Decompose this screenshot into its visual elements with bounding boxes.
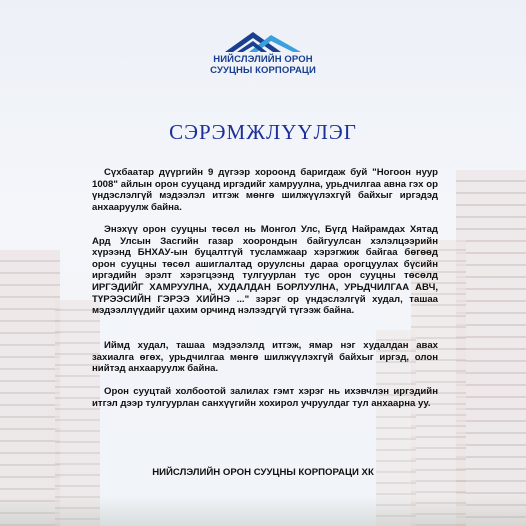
notice-title: СЭРЭМЖЛҮҮЛЭГ	[169, 120, 357, 144]
signature: НИЙСЛЭЛИЙН ОРОН СУУЦНЫ КОРПОРАЦИ ХК	[152, 467, 374, 478]
roof-icon	[223, 26, 303, 54]
corporation-logo	[209, 26, 317, 76]
notice-paragraph: Орон сууцтай холбоотой залилах гэмт хэрэг нь ихэвчлэн иргэдийн итгэл дээр тулгуурлан санхүүгийн хохирол учруулдаг тул анхаарна уу.	[92, 386, 438, 409]
notice-paragraph: Сүхбаатар дүүргийн 9 дүгээр хороонд баригдаж буй "Ногоон нуур 1008" айлын орон сууцанд иргэдийг хамруулна, урьдчилгаа авна гэх ор үндэслэлгүй мэдээлэл итгэж мөнгө шилжүүлэхгүй байхыг иргэдэд анхааруулж байна.	[92, 167, 438, 213]
notice-paragraph: Иймд худал, ташаа мэдээлэлд итгэж, ямар нэг худалдан авах захиалга өгөх, урьдчилгаа мөнгө шилжүүлэхгүй байхыг иргэд, олон нийтэд анхааруулж байна.	[92, 340, 438, 375]
logo-text-line2: СУУЦНЫ КОРПОРАЦИ	[210, 65, 316, 76]
notice-paragraph: Энэхүү орон сууцны төсөл нь Монгол Улс, Бүгд Найрамдах Хятад Ард Улсын Засгийн газар хоорондын байгуулсан хэлэлцээрийн хүрээнд БНХАУ-ын буцалтгүй тусламжаар хэрэгжиж байгаа бөгөөд орон сууцны төсөл ашиглалтад оруулсны дараа орогцуулах бүсийн иргэдийн эрэлт хэрэгцээнд тулгуурлан тус орон сууцны төсөлд ИРГЭДИЙГ ХАМРУУЛНА, ХУДАЛДАН БОРЛУУЛНА, УРЬДЧИЛГАА АВЧ, ТҮРЭЭСИЙН ГЭРЭЭ ХИЙНЭ ..." зэрэг ор үндэслэлгүй худал, ташаа мэдээллүүдийг цахим орчинд нэлээдгүй түгээж байна.	[92, 224, 438, 317]
logo-text-line1: НИЙСЛЭЛИЙН ОРОН	[213, 54, 313, 65]
